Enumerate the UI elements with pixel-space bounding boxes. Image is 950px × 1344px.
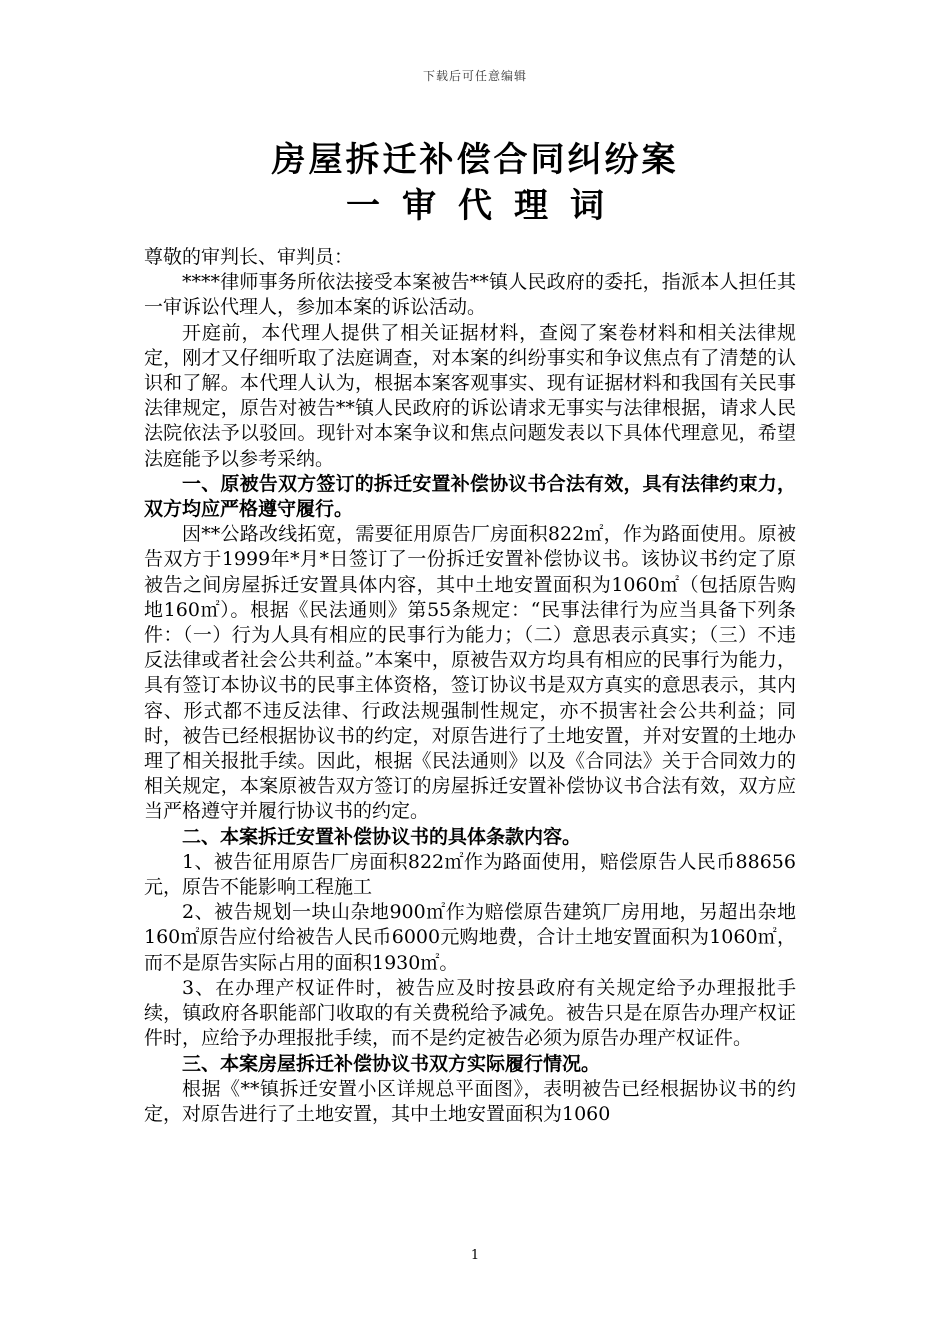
clause-3: 3、在办理产权证件时，被告应及时按县政府有关规定给予办理报批手续，镇政府各职能部门收取的有关费税给予减免。被告只是在原告办理产权证件时，应给予办理报批手续，而不是约定被告必须为原告办理产权证件。 (144, 976, 796, 1050)
paragraph-section-1: 因**公路改线拓宽，需要征用原告厂房面积822㎡，作为路面使用。原被告双方于1999年*月*日签订了一份拆迁安置补偿协议书。该协议书约定了原被告之间房屋拆迁安置具体内容，其中土地安置面积为1060㎡（包括原告购地160㎡）。根据《民法通则》第55条规定：“民事法律行为应当具备下列条件：（一）行为人具有相应的民事行为能力；（二）意思表示真实；（三）不违反法律或者社会公共利益。”本案中，原被告双方均具有相应的民事行为能力，具有签订本协议书的民事主体资格，签订协议书是双方真实的意思表示，其内容、形式都不违反法律、行政法规强制性规定，亦不损害社会公共利益；同时，被告已经根据协议书的约定，对原告进行了土地安置，并对安置的土地办理了相关报批手续。因此，根据《民法通则》以及《合同法》关于合同效力的相关规定，本案原被告双方签订的房屋拆迁安置补偿协议书合法有效，双方应当严格遵守并履行协议书的约定。 (144, 523, 796, 823)
paragraph-section-3: 根据《**镇拆迁安置小区详规总平面图》，表明被告已经根据协议书的约定，对原告进行了土地安置，其中土地安置面积为1060 (144, 1077, 796, 1125)
salutation: 尊敬的审判长、审判员： (144, 246, 354, 268)
paragraph-intro: ****律师事务所依法接受本案被告**镇人民政府的委托，指派本人担任其一审诉讼代理人，参加本案的诉讼活动。 (144, 271, 796, 319)
document-subtitle: 一审代理词 (346, 186, 626, 226)
section-heading-2: 二、本案拆迁安置补偿协议书的具体条款内容。 (182, 825, 582, 848)
section-heading-1: 一、原被告双方签订的拆迁安置补偿协议书合法有效，具有法律约束力，双方均应严格遵守履行。 (144, 472, 796, 521)
paragraph-opinion: 开庭前，本代理人提供了相关证据材料，查阅了案卷材料和相关法律规定，刚才又仔细听取了法庭调查，对本案的纠纷事实和争议焦点有了清楚的认识和了解。本代理人认为，根据本案客观事实、现有证据材料和我国有关民事法律规定，原告对被告**镇人民政府的诉讼请求无事实与法律根据，请求人民法院依法予以驳回。现针对本案争议和焦点问题发表以下具体代理意见，希望法庭能予以参考采纳。 (144, 321, 796, 470)
page-number: 1 (470, 1248, 480, 1263)
clause-2: 2、被告规划一块山杂地900㎡作为赔偿原告建筑厂房用地，另超出杂地160㎡原告应付给被告人民币6000元购地费，合计土地安置面积为1060㎡，而不是原告实际占用的面积1930㎡。 (144, 901, 796, 974)
section-heading-3: 三、本案房屋拆迁补偿协议书双方实际履行情况。 (182, 1052, 601, 1075)
document-body (144, 245, 796, 1127)
clause-1: 1、被告征用原告厂房面积822㎡作为路面使用，赔偿原告人民币88656元，原告不能影响工程施工 (144, 850, 796, 899)
header-note: 下载后可任意编辑 (422, 69, 527, 83)
document-title: 房屋拆迁补偿合同纠纷案 (271, 140, 679, 180)
